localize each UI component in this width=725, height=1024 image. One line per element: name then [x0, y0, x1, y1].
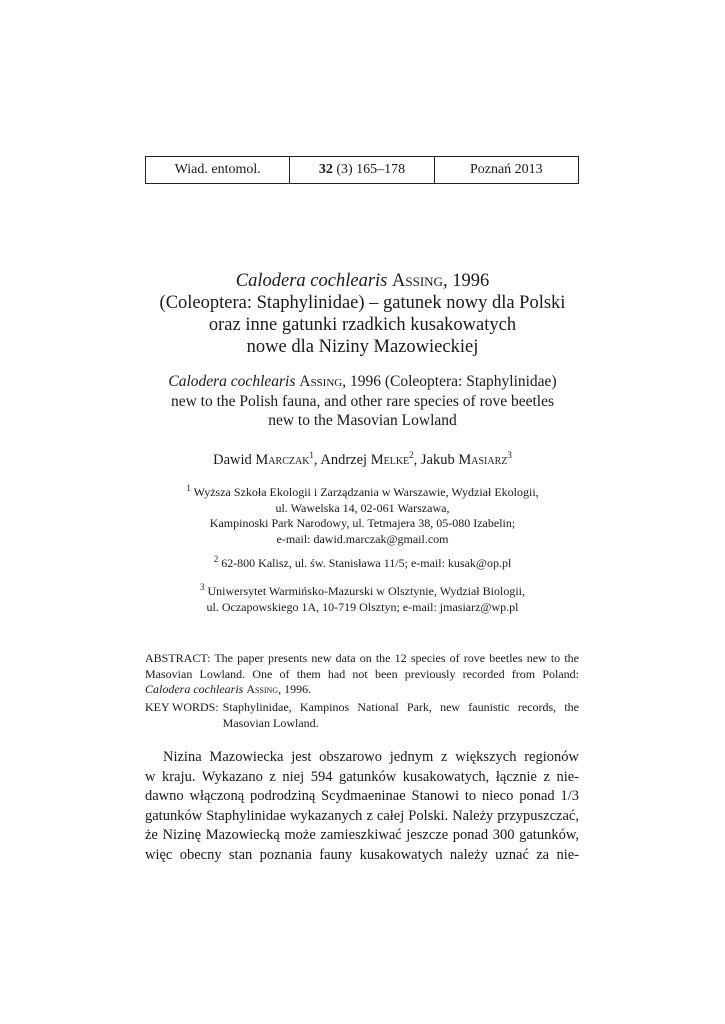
aff3-line2: ul. Oczapowskiego 1A, 10-719 Olsztyn; e-mail: jmasiarz@wp.pl: [206, 599, 519, 614]
keywords-text: Staphylinidae, Kampinos National Park, new faunistic records, the Masovian Lowland.: [222, 700, 579, 730]
title-pl-author: Assing: [392, 271, 443, 291]
volume-pages: [289, 157, 433, 183]
author-3-sup: 3: [507, 450, 512, 461]
title-english: [80, 372, 645, 431]
title-pl-line2: (Coleoptera: Staphylinidae) – gatunek nowy dla Polski: [159, 293, 566, 313]
place-year: [434, 157, 578, 183]
author-3-first: Jakub: [420, 452, 459, 468]
aff2-line1-text: 62-800 Kalisz, ul. św. Stanisława 11/5; e-mail: kusak@op.pl: [218, 556, 512, 570]
abstract-year: , 1996.: [278, 682, 312, 696]
affiliation-3: [80, 584, 645, 615]
journal-header-box: [145, 156, 579, 184]
title-en-author: Assing: [299, 373, 343, 390]
author-3-last: Masiarz: [458, 452, 508, 468]
author-3: [421, 452, 512, 468]
aff2-sup: 2: [213, 554, 219, 564]
keywords-label: KEY WORDS:: [145, 700, 219, 714]
abstract-text: ABSTRACT: The paper presents new data on the 12 species of rove beetles new to the Masovian Lowland. One of them had not been previously recorded from Poland:: [145, 651, 579, 681]
title-pl-species: Calodera cochlearis: [235, 271, 388, 291]
body-line: Nizina Mazowiecka jest obszarowo jednym z większych regionów: [163, 749, 579, 765]
issue-pages: (3) 165–178: [332, 162, 406, 177]
body-line: że Nizinę Mazowiecką może zamieszkiwać jeszcze ponad 300 gatunków,: [145, 827, 579, 843]
title-en-rest: , 1996 (Coleoptera: Staphylinidae): [342, 373, 557, 390]
author-1: [213, 452, 320, 468]
abstract: [145, 651, 579, 698]
aff1-email: e-mail: dawid.marczak@gmail.com: [276, 531, 449, 546]
affiliation-2: [80, 556, 645, 572]
aff1-line3: Kampinoski Park Narodowy, ul. Tetmajera 38, 05-080 Izabelin;: [209, 516, 516, 530]
abstract-species: Calodera cochlearis: [145, 682, 244, 696]
body-line: w kraju. Wykazano z niej 594 gatunków kusakowatych, łącznie z nie-: [145, 768, 579, 785]
place-year-text: Poznań 2013: [469, 162, 543, 177]
aff3-line1: [80, 584, 645, 600]
author-2-sup: 2: [409, 450, 414, 461]
body-paragraph: [145, 748, 579, 865]
title-pl-line1: [80, 270, 645, 292]
title-en-species: Calodera cochlearis: [168, 373, 296, 390]
title-pl-year: , 1996: [442, 271, 490, 291]
aff1-sup: 1: [186, 483, 191, 493]
title-en-line3: new to the Masovian Lowland: [268, 412, 457, 429]
title-polish: [80, 270, 645, 358]
title-pl-line3: oraz inne gatunki rzadkich kusakowatych: [208, 315, 517, 335]
volume-number: 32: [318, 162, 333, 177]
author-1-sep: ,: [313, 452, 321, 468]
aff2-line1: [80, 556, 645, 572]
body-line: więc obecny stan poznania fauny kusakowatych należy uznać za nie-: [145, 846, 579, 863]
title-en-line1: [80, 372, 645, 392]
aff1-line1: [80, 485, 645, 501]
author-2: [320, 452, 421, 468]
aff1-line1-text: Wyższa Szkoła Ekologii i Zarządzania w Warszawie, Wydział Ekologii,: [190, 485, 539, 499]
title-pl-line4: nowe dla Niziny Mazowieckiej: [246, 337, 479, 357]
aff1-line2: ul. Wawelska 14, 02-061 Warszawa,: [275, 500, 450, 515]
author-1-sup: 1: [309, 450, 314, 461]
author-2-sep: ,: [413, 452, 421, 468]
author-2-last: Melke: [370, 452, 410, 468]
title-en-line2: new to the Polish fauna, and other rare species of rove beetles: [170, 392, 555, 410]
author-1-first: Dawid: [213, 452, 256, 468]
aff3-line1-text: Uniwersytet Warmińsko-Mazurski w Olsztynie, Wydział Biologii,: [204, 584, 525, 598]
journal-name: [146, 157, 289, 183]
author-2-first: Andrzej: [320, 452, 371, 468]
keywords: [145, 700, 579, 731]
journal-name-text: Wiad. entomol.: [174, 162, 261, 177]
body-line: gatunków Staphylinidae wykazanych z całej Polski. Należy przypuszczać,: [145, 807, 579, 824]
aff3-sup: 3: [200, 582, 205, 592]
body-line: dawno włączoną podrodziną Scydmaeninae Stanowi to nieco ponad 1/3: [145, 788, 579, 804]
abstract-author: Assing: [246, 682, 279, 696]
author-list: [80, 452, 645, 469]
author-1-last: Marczak: [255, 452, 310, 468]
affiliation-1: [80, 485, 645, 547]
